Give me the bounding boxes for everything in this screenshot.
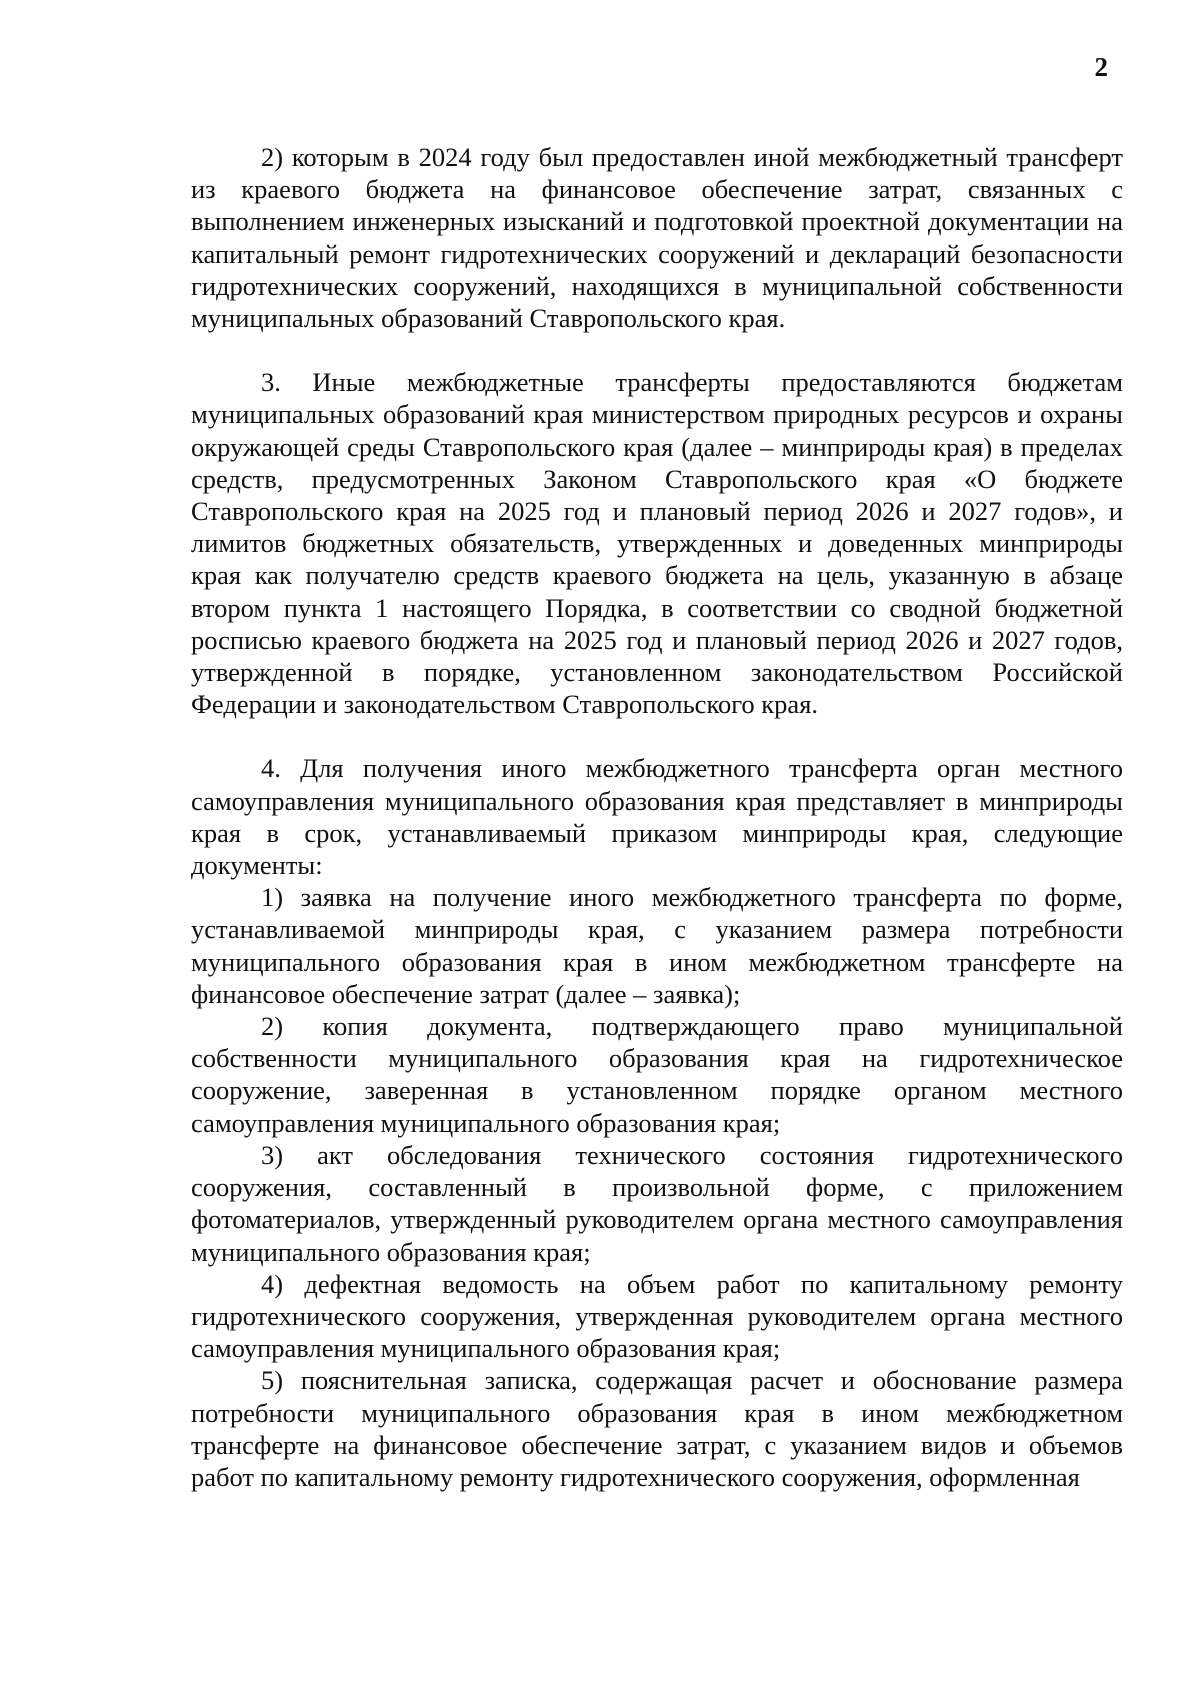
list-item-5: 5) пояснительная записка, содержащая расчет и обоснование размера потребности муниципального образования края в ином межбюджетном трансферте на финансовое обеспечение затрат, с указанием видов и объемов работ по капитальному ремонту гидротехнического сооружения, оформленная [191, 1365, 1123, 1492]
list-item-4: 4) дефектная ведомость на объем работ по капитальному ремонту гидротехнического сооружения, утвержденная руководителем органа местного самоуправления муниципального образования края; [191, 1268, 1123, 1364]
paragraph-clause-3: 3. Иные межбюджетные трансферты предоставляются бюджетам муниципальных образований края министерством природных ресурсов и охраны окружающей среды Ставропольского края (далее – минприроды края) в пределах средств, предусмотренных Законом Ставропольского края «О бюджете Ставропольского края на 2025 год и плановый период 2026 и 2027 годов», и лимитов бюджетных обязательств, утвержденных и доведенных минприроды края как получателю средств краевого бюджета на цель, указанную в абзаце втором пункта 1 настоящего Порядка, в соответствии со сводной бюджетной росписью краевого бюджета на 2025 год и плановый период 2026 и 2027 годов, утвержденной в порядке, установленном законодательством Российской Федерации и законодательством Ставропольского края. [191, 367, 1123, 720]
list-item-2: 2) копия документа, подтверждающего право муниципальной собственности муниципального образования края на гидротехническое сооружение, заверенная в установленном порядке органом местного самоуправления муниципального образования края; [191, 1011, 1123, 1138]
list-item-1: 1) заявка на получение иного межбюджетного трансферта по форме, устанавливаемой минприроды края, с указанием размера потребности муниципального образования края в ином межбюджетном трансферте на финансовое обеспечение затрат (далее – заявка); [191, 882, 1123, 1009]
document-body [191, 141, 1123, 1493]
paragraph-item-2: 2) которым в 2024 году был предоставлен иной межбюджетный трансферт из краевого бюджета на финансовое обеспечение затрат, связанных с выполнением инженерных изысканий и подготовкой проектной документации на капитальный ремонт гидротехнических сооружений и деклараций безопасности гидротехнических сооружений, находящихся в муниципальной собственности муниципальных образований Ставропольского края. [191, 142, 1123, 334]
paragraph-clause-4: 4. Для получения иного межбюджетного трансферта орган местного самоуправления муниципального образования края представляет в минприроды края в срок, устанавливаемый приказом минприроды края, следующие документы: [191, 753, 1123, 881]
list-item-3: 3) акт обследования технического состояния гидротехнического сооружения, составленный в произвольной форме, с приложением фотоматериалов, утвержденный руководителем органа местного самоуправления муниципального образования края; [191, 1139, 1123, 1267]
page-number: 2 [1094, 52, 1108, 82]
